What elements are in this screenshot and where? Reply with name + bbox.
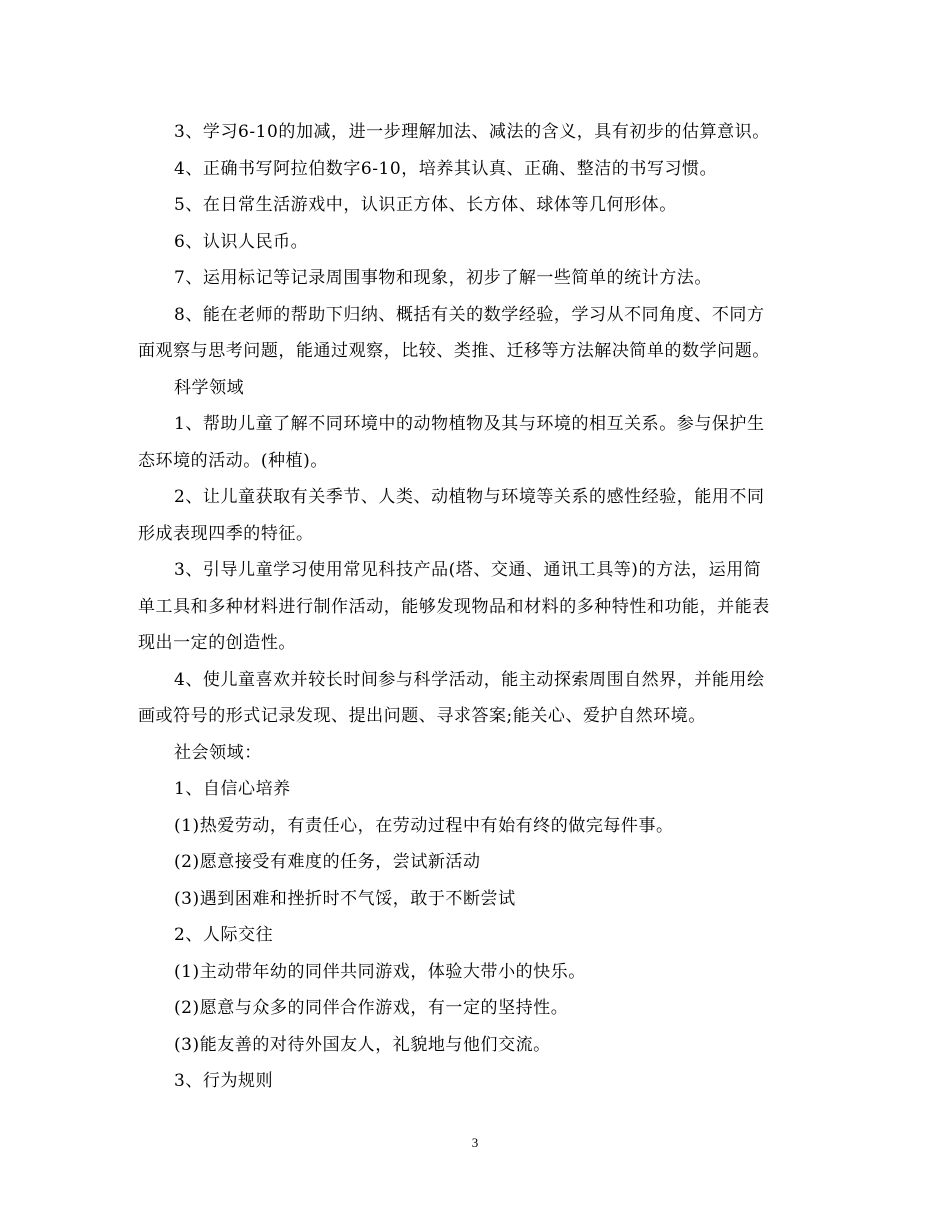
text-line: 现出一定的创造性。 [138, 633, 296, 653]
text-line: (3)能友善的对待外国友人，礼貌地与他们交流。 [174, 1034, 551, 1055]
text-line: 8、能在老师的帮助下归纳、概括有关的数学经验，学习从不同角度、不同方 [174, 304, 765, 325]
text-line: 1、自信心培养 [174, 779, 291, 799]
text-line: 画或符号的形式记录发现、提出问题、寻求答案;能关心、爱护自然环境。 [138, 706, 706, 726]
text-line: 态环境的活动。(种植)。 [138, 450, 328, 471]
text-line: 5、在日常生活游戏中，认识正方体、长方体、球体等几何形体。 [174, 195, 677, 215]
text-line: 6、认识人民币。 [174, 231, 309, 252]
text-line: 7、运用标记等记录周围事物和现象，初步了解一些简单的统计方法。 [174, 268, 712, 288]
text-line: (1)主动带年幼的同伴共同游戏，体验大带小的快乐。 [174, 961, 586, 982]
text-line: 4、正确书写阿拉伯数字6-10，培养其认真、正确、整洁的书写习惯。 [174, 158, 718, 179]
text-line: 4、使儿童喜欢并较长时间参与科学活动，能主动探索周围自然界，并能用绘 [174, 669, 765, 690]
page-number: 3 [471, 1135, 479, 1150]
text-line: 2、人际交往 [174, 925, 274, 945]
text-line: 面观察与思考问题，能通过观察，比较、类推、迁移等方法解决简单的数学问题。 [138, 341, 770, 361]
text-line: 2、让儿童获取有关季节、人类、动植物与环境等关系的感性经验，能用不同 [174, 487, 765, 507]
text-line: 3、行为规则 [174, 1071, 274, 1091]
text-line: 3、引导儿童学习使用常见科技产品(塔、交通、通讯工具等)的方法，运用简 [174, 560, 762, 580]
text-line: 科学领域 [174, 377, 245, 398]
text-line: 3、学习6-10的加减，进一步理解加法、减法的含义，具有初步的估算意识。 [174, 122, 770, 142]
text-line: (3)遇到困难和挫折时不气馁，敢于不断尝试 [174, 888, 516, 909]
text-line: 1、帮助儿童了解不同环境中的动物植物及其与环境的相互关系。参与保护生 [174, 414, 765, 434]
text-line: (2)愿意接受有难度的任务，尝试新活动 [174, 852, 481, 872]
text-line: 单工具和多种材料进行制作活动，能够发现物品和材料的多种特性和功能，并能表 [138, 596, 770, 617]
document-body [138, 114, 818, 1100]
text-line: 形成表现四季的特征。 [138, 523, 314, 544]
text-line: 社会领域： [174, 742, 262, 763]
text-line: (2)愿意与众多的同伴合作游戏，有一定的坚持性。 [174, 998, 569, 1018]
text-line: (1)热爱劳动，有责任心，在劳动过程中有始有终的做完每件事。 [174, 815, 674, 836]
